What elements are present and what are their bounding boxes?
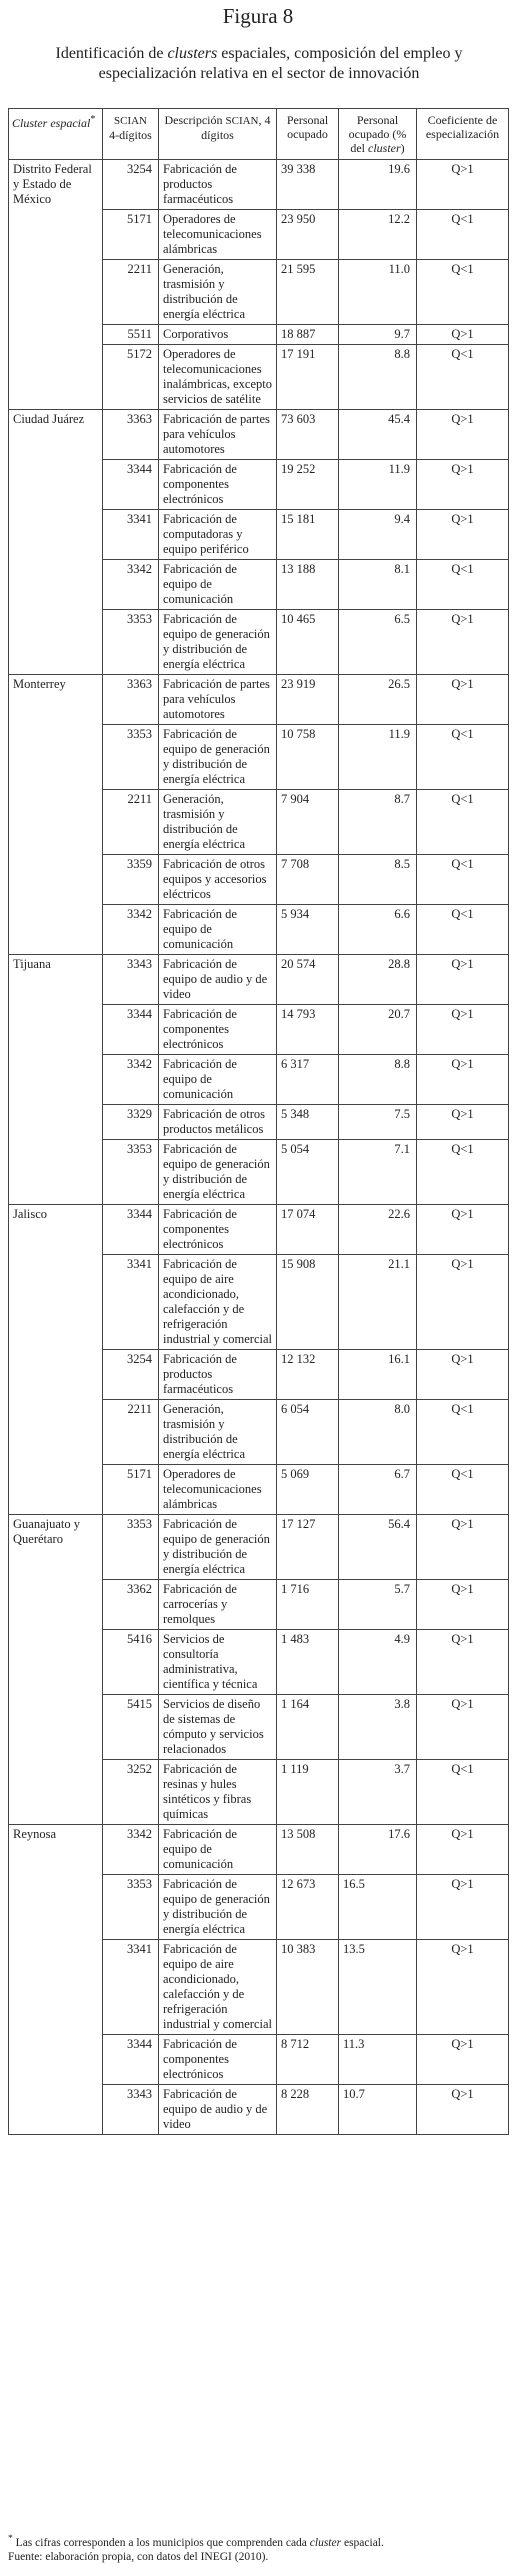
cell-percent: 11.3: [339, 2035, 417, 2085]
table-row: [9, 1055, 509, 1105]
cell-description: Fabricación de computadoras y equipo periférico: [159, 510, 277, 560]
cell-percent: 6.7: [339, 1465, 417, 1515]
cell-description: Fabricación de equipo de aire acondicionado, calefacción y de refrigeración industrial y comercial: [159, 1940, 277, 2035]
cell-coefficient: Q<1: [417, 345, 509, 410]
cell-scian: 3344: [103, 1005, 159, 1055]
table-row: [9, 1695, 509, 1760]
table-row: [9, 1205, 509, 1255]
cell-description: Fabricación de equipo de aire acondicionado, calefacción y de refrigeración industrial y comercial: [159, 1255, 277, 1350]
cell-personal: 1 483: [277, 1630, 339, 1695]
table-row: [9, 1940, 509, 2035]
cell-percent: 7.1: [339, 1140, 417, 1205]
caption-part: Identificación de: [55, 45, 168, 62]
table-row: [9, 345, 509, 410]
cell-description: Corporativos: [159, 325, 277, 345]
cell-coefficient: Q>1: [417, 2035, 509, 2085]
cell-personal: 15 181: [277, 510, 339, 560]
cell-percent: 11.0: [339, 260, 417, 325]
cell-scian: 3353: [103, 1875, 159, 1940]
cell-scian: 5172: [103, 345, 159, 410]
cell-percent: 45.4: [339, 410, 417, 460]
cell-description: Fabricación de componentes electrónicos: [159, 2035, 277, 2085]
cell-scian: 3353: [103, 1140, 159, 1205]
cell-description: Fabricación de productos farmacéuticos: [159, 1350, 277, 1400]
table-row: [9, 1005, 509, 1055]
cell-cluster: Guanajuato y Querétaro: [9, 1515, 103, 1580]
cell-cluster: [9, 2085, 103, 2135]
cell-percent: 4.9: [339, 1630, 417, 1695]
cell-personal: 39 338: [277, 160, 339, 210]
cell-personal: 20 574: [277, 955, 339, 1005]
cell-percent: 6.5: [339, 610, 417, 675]
cell-percent: 22.6: [339, 1205, 417, 1255]
cell-description: Fabricación de carrocerías y remolques: [159, 1580, 277, 1630]
cell-scian: 5171: [103, 1465, 159, 1515]
cell-cluster: [9, 1255, 103, 1350]
cell-percent: 21.1: [339, 1255, 417, 1350]
cell-coefficient: Q>1: [417, 675, 509, 725]
table-row: [9, 325, 509, 345]
cell-coefficient: Q<1: [417, 1760, 509, 1825]
cell-percent: 8.0: [339, 1400, 417, 1465]
cell-coefficient: Q<1: [417, 905, 509, 955]
cell-cluster: [9, 1005, 103, 1055]
cell-scian: 3342: [103, 1055, 159, 1105]
cell-personal: 5 348: [277, 1105, 339, 1140]
cell-scian: 3353: [103, 725, 159, 790]
cell-scian: 3353: [103, 610, 159, 675]
cell-coefficient: Q>1: [417, 1825, 509, 1875]
table-row: [9, 1875, 509, 1940]
cell-scian: 3353: [103, 1515, 159, 1580]
cell-percent: 6.6: [339, 905, 417, 955]
table-row: [9, 460, 509, 510]
cell-personal: 13 508: [277, 1825, 339, 1875]
cell-coefficient: Q<1: [417, 560, 509, 610]
table-row: [9, 2085, 509, 2135]
cell-percent: 9.4: [339, 510, 417, 560]
table-row: [9, 1580, 509, 1630]
table-row: [9, 2035, 509, 2085]
cell-scian: 2211: [103, 790, 159, 855]
cell-percent: 56.4: [339, 1515, 417, 1580]
table-row: [9, 510, 509, 560]
table-row: [9, 160, 509, 210]
cell-description: Servicios de consultoría administrativa, científica y técnica: [159, 1630, 277, 1695]
cell-description: Fabricación de equipo de comunicación: [159, 1825, 277, 1875]
cell-cluster: [9, 325, 103, 345]
cell-personal: 1 119: [277, 1760, 339, 1825]
cell-personal: 8 712: [277, 2035, 339, 2085]
cell-description: Fabricación de equipo de audio y de video: [159, 955, 277, 1005]
cell-scian: 3341: [103, 510, 159, 560]
cell-personal: 18 887: [277, 325, 339, 345]
cell-percent: 19.6: [339, 160, 417, 210]
cell-cluster: [9, 460, 103, 510]
cell-description: Fabricación de componentes electrónicos: [159, 1205, 277, 1255]
cell-scian: 3344: [103, 2035, 159, 2085]
cell-cluster: [9, 725, 103, 790]
cell-description: Fabricación de partes para vehículos automotores: [159, 410, 277, 460]
cell-percent: 8.1: [339, 560, 417, 610]
cell-coefficient: Q>1: [417, 325, 509, 345]
cell-percent: 26.5: [339, 675, 417, 725]
cell-cluster: [9, 1105, 103, 1140]
cell-coefficient: Q>1: [417, 610, 509, 675]
cell-coefficient: Q>1: [417, 1515, 509, 1580]
cell-coefficient: Q>1: [417, 460, 509, 510]
table-row: [9, 1140, 509, 1205]
cell-personal: 8 228: [277, 2085, 339, 2135]
cell-percent: 17.6: [339, 1825, 417, 1875]
table-row: [9, 855, 509, 905]
cell-personal: 10 383: [277, 1940, 339, 2035]
cell-coefficient: Q>1: [417, 1580, 509, 1630]
table-row: [9, 905, 509, 955]
cell-percent: 8.5: [339, 855, 417, 905]
cell-scian: 3343: [103, 955, 159, 1005]
cell-personal: 12 132: [277, 1350, 339, 1400]
cell-personal: 17 127: [277, 1515, 339, 1580]
cell-description: Fabricación de equipo de generación y distribución de energía eléctrica: [159, 725, 277, 790]
cell-scian: 5511: [103, 325, 159, 345]
cell-description: Fabricación de equipo de generación y distribución de energía eléctrica: [159, 1140, 277, 1205]
footnote: * Las cifras corresponden a los municipios que comprenden cada cluster espacial.: [8, 2533, 384, 2549]
cell-percent: 8.8: [339, 345, 417, 410]
cell-personal: 10 758: [277, 725, 339, 790]
cell-scian: 3252: [103, 1760, 159, 1825]
cell-cluster: [9, 210, 103, 260]
cell-cluster: [9, 1940, 103, 2035]
cell-cluster: [9, 1875, 103, 1940]
cell-description: Generación, trasmisión y distribución de energía eléctrica: [159, 790, 277, 855]
cell-description: Fabricación de productos farmacéuticos: [159, 160, 277, 210]
cell-percent: 8.8: [339, 1055, 417, 1105]
header-personal: Personal ocupado: [277, 109, 339, 160]
table-row: [9, 955, 509, 1005]
cell-cluster: Jalisco: [9, 1205, 103, 1255]
cell-personal: 13 188: [277, 560, 339, 610]
cell-cluster: [9, 1055, 103, 1105]
cell-scian: 3342: [103, 1825, 159, 1875]
table-row: [9, 1825, 509, 1875]
cell-scian: 3341: [103, 1940, 159, 2035]
cell-cluster: Monterrey: [9, 675, 103, 725]
table-row: [9, 410, 509, 460]
cell-coefficient: Q>1: [417, 1105, 509, 1140]
cell-percent: 16.5: [339, 1875, 417, 1940]
table-row: [9, 1105, 509, 1140]
cell-percent: 12.2: [339, 210, 417, 260]
cell-coefficient: Q<1: [417, 725, 509, 790]
cell-personal: 14 793: [277, 1005, 339, 1055]
cell-description: Fabricación de partes para vehículos automotores: [159, 675, 277, 725]
table-row: [9, 1760, 509, 1825]
table-notes: [8, 2532, 508, 2564]
cell-scian: 3329: [103, 1105, 159, 1140]
cell-cluster: Ciudad Juárez: [9, 410, 103, 460]
cell-personal: 5 054: [277, 1140, 339, 1205]
table-row: [9, 675, 509, 725]
cell-personal: 10 465: [277, 610, 339, 675]
cell-cluster: [9, 345, 103, 410]
cell-cluster: [9, 905, 103, 955]
header-cluster: Cluster espacial*: [9, 109, 103, 160]
cell-personal: 1 716: [277, 1580, 339, 1630]
cell-coefficient: Q>1: [417, 955, 509, 1005]
table-row: [9, 790, 509, 855]
cell-percent: 11.9: [339, 460, 417, 510]
table-row: [9, 1255, 509, 1350]
cell-coefficient: Q>1: [417, 1205, 509, 1255]
cell-personal: 6 054: [277, 1400, 339, 1465]
cell-description: Fabricación de otros equipos y accesorios eléctricos: [159, 855, 277, 905]
cell-cluster: [9, 560, 103, 610]
cell-personal: 7 904: [277, 790, 339, 855]
cell-personal: 5 934: [277, 905, 339, 955]
cell-description: Fabricación de equipo de comunicación: [159, 560, 277, 610]
cell-cluster: [9, 1465, 103, 1515]
figure-caption: [14, 44, 504, 84]
cell-cluster: [9, 1140, 103, 1205]
cell-percent: 13.5: [339, 1940, 417, 2035]
cell-scian: 3254: [103, 160, 159, 210]
cell-scian: 5171: [103, 210, 159, 260]
header-description: Descripción SCIAN, 4 dígitos: [159, 109, 277, 160]
cell-coefficient: Q>1: [417, 510, 509, 560]
table-row: [9, 1400, 509, 1465]
cell-personal: 73 603: [277, 410, 339, 460]
cell-coefficient: Q<1: [417, 210, 509, 260]
table-row: [9, 1465, 509, 1515]
cell-description: Fabricación de equipo de audio y de video: [159, 2085, 277, 2135]
cell-cluster: [9, 510, 103, 560]
cell-description: Servicios de diseño de sistemas de cómputo y servicios relacionados: [159, 1695, 277, 1760]
cell-coefficient: Q>1: [417, 1350, 509, 1400]
table-row: [9, 1515, 509, 1580]
table-row: [9, 1350, 509, 1400]
cell-cluster: Reynosa: [9, 1825, 103, 1875]
cell-coefficient: Q<1: [417, 1400, 509, 1465]
cell-personal: 15 908: [277, 1255, 339, 1350]
cell-cluster: [9, 1580, 103, 1630]
table-row: [9, 610, 509, 675]
cell-cluster: [9, 855, 103, 905]
cell-cluster: [9, 1350, 103, 1400]
cell-cluster: [9, 2035, 103, 2085]
cell-description: Fabricación de equipo de generación y distribución de energía eléctrica: [159, 1875, 277, 1940]
cell-description: Fabricación de componentes electrónicos: [159, 1005, 277, 1055]
cell-personal: 1 164: [277, 1695, 339, 1760]
cell-personal: 17 074: [277, 1205, 339, 1255]
cell-personal: 19 252: [277, 460, 339, 510]
cell-description: Fabricación de resinas y hules sintéticos y fibras químicas: [159, 1760, 277, 1825]
table-row: [9, 725, 509, 790]
cluster-table: [8, 108, 509, 2135]
cell-percent: 11.9: [339, 725, 417, 790]
figure-label: Figura 8: [222, 4, 294, 28]
header-coefficient: Coeficiente de especialización: [417, 109, 509, 160]
cell-percent: 20.7: [339, 1005, 417, 1055]
cell-percent: 7.5: [339, 1105, 417, 1140]
source-note: Fuente: elaboración propia, con datos del INEGI (2010).: [8, 2550, 269, 2563]
table-row: [9, 260, 509, 325]
caption-part: espaciales, composición del empleo y especialización relativa en el sector de innovación: [98, 45, 463, 82]
cell-percent: 9.7: [339, 325, 417, 345]
cell-cluster: [9, 1630, 103, 1695]
table-row: [9, 1630, 509, 1695]
cell-personal: 7 708: [277, 855, 339, 905]
cell-personal: 5 069: [277, 1465, 339, 1515]
cell-cluster: [9, 1760, 103, 1825]
cell-description: Fabricación de equipo de generación y distribución de energía eléctrica: [159, 610, 277, 675]
cell-percent: 3.7: [339, 1760, 417, 1825]
cell-personal: 23 919: [277, 675, 339, 725]
cell-scian: 3359: [103, 855, 159, 905]
cell-description: Fabricación de equipo de comunicación: [159, 1055, 277, 1105]
cell-cluster: [9, 260, 103, 325]
cell-scian: 3363: [103, 410, 159, 460]
cell-description: Operadores de telecomunicaciones alámbricas: [159, 1465, 277, 1515]
cell-description: Fabricación de componentes electrónicos: [159, 460, 277, 510]
cell-coefficient: Q<1: [417, 1140, 509, 1205]
cell-description: Operadores de telecomunicaciones inalámbricas, excepto servicios de satélite: [159, 345, 277, 410]
cell-coefficient: Q<1: [417, 855, 509, 905]
cell-coefficient: Q>1: [417, 1630, 509, 1695]
cell-cluster: [9, 610, 103, 675]
cell-cluster: [9, 1400, 103, 1465]
table-row: [9, 210, 509, 260]
cell-personal: 6 317: [277, 1055, 339, 1105]
cell-personal: 17 191: [277, 345, 339, 410]
cell-personal: 21 595: [277, 260, 339, 325]
cell-percent: 28.8: [339, 955, 417, 1005]
cell-cluster: Tijuana: [9, 955, 103, 1005]
cell-description: Fabricación de otros productos metálicos: [159, 1105, 277, 1140]
cell-coefficient: Q>1: [417, 160, 509, 210]
cell-percent: 8.7: [339, 790, 417, 855]
cell-coefficient: Q>1: [417, 1940, 509, 2035]
header-scian: SCIAN 4-dígitos: [103, 109, 159, 160]
cell-coefficient: Q>1: [417, 410, 509, 460]
cell-scian: 3362: [103, 1580, 159, 1630]
table-body: [9, 160, 509, 2135]
cell-coefficient: Q<1: [417, 1465, 509, 1515]
cell-coefficient: Q>1: [417, 2085, 509, 2135]
cell-description: Operadores de telecomunicaciones alámbricas: [159, 210, 277, 260]
cell-cluster: Distrito Federal y Estado de México: [9, 160, 103, 210]
cell-description: Generación, trasmisión y distribución de energía eléctrica: [159, 1400, 277, 1465]
cell-cluster: [9, 790, 103, 855]
cell-scian: 5416: [103, 1630, 159, 1695]
cell-cluster: [9, 1695, 103, 1760]
table-row: [9, 560, 509, 610]
cell-scian: 3254: [103, 1350, 159, 1400]
cell-coefficient: Q<1: [417, 260, 509, 325]
cell-coefficient: Q>1: [417, 1055, 509, 1105]
cell-coefficient: Q>1: [417, 1005, 509, 1055]
cell-description: Generación, trasmisión y distribución de energía eléctrica: [159, 260, 277, 325]
cell-personal: 12 673: [277, 1875, 339, 1940]
cell-scian: 2211: [103, 1400, 159, 1465]
header-percent: Personal ocupado (% del cluster): [339, 109, 417, 160]
cell-scian: 3344: [103, 1205, 159, 1255]
cell-percent: 3.8: [339, 1695, 417, 1760]
cell-percent: 16.1: [339, 1350, 417, 1400]
cell-personal: 23 950: [277, 210, 339, 260]
cell-coefficient: Q>1: [417, 1695, 509, 1760]
cell-scian: 3344: [103, 460, 159, 510]
cell-description: Fabricación de equipo de comunicación: [159, 905, 277, 955]
cell-scian: 5415: [103, 1695, 159, 1760]
cell-scian: 3342: [103, 905, 159, 955]
cell-scian: 3343: [103, 2085, 159, 2135]
cell-coefficient: Q>1: [417, 1875, 509, 1940]
cell-description: Fabricación de equipo de generación y distribución de energía eléctrica: [159, 1515, 277, 1580]
cell-percent: 10.7: [339, 2085, 417, 2135]
cell-scian: 3342: [103, 560, 159, 610]
cell-scian: 2211: [103, 260, 159, 325]
caption-italic: clusters: [167, 45, 218, 62]
cell-scian: 3341: [103, 1255, 159, 1350]
cell-percent: 5.7: [339, 1580, 417, 1630]
table-header-row: [9, 109, 509, 160]
cell-scian: 3363: [103, 675, 159, 725]
cell-coefficient: Q>1: [417, 1255, 509, 1350]
cell-coefficient: Q<1: [417, 790, 509, 855]
